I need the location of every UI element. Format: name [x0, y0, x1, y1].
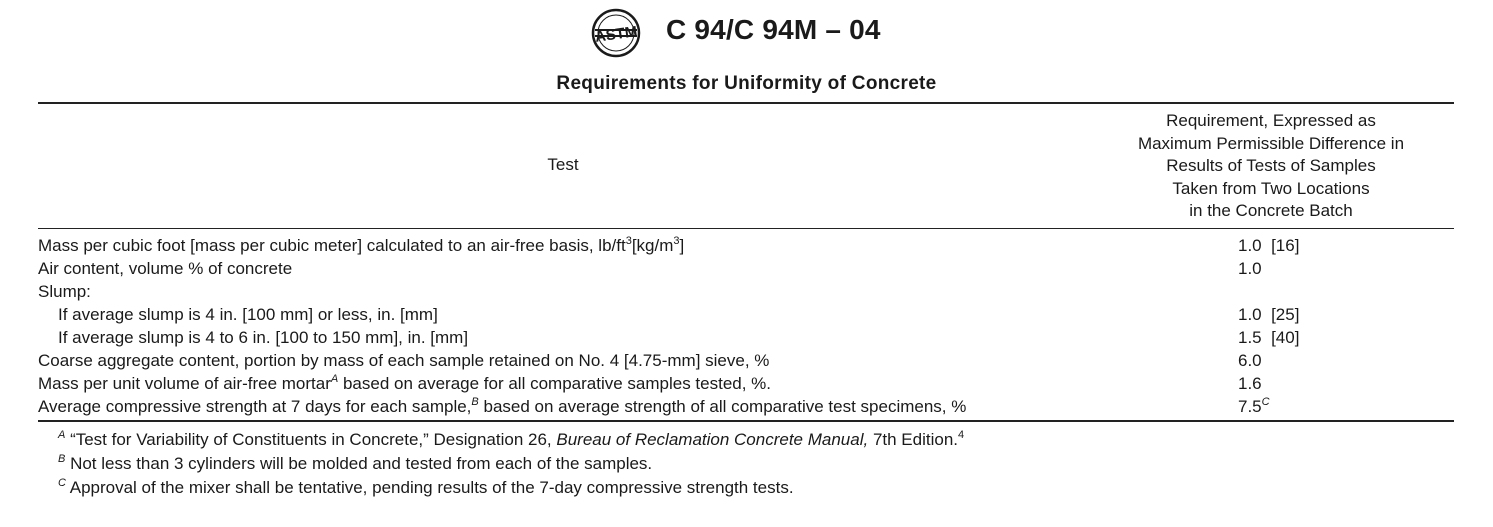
- table-row: [38, 349, 1454, 372]
- footnote-mark: A: [58, 429, 66, 441]
- reference-mark: 4: [958, 429, 965, 441]
- row-value-cell: 1.0: [1238, 259, 1262, 278]
- footnote-text: Approval of the mixer shall be tentative, pending results of the 7-day compressive strength tests.: [65, 478, 794, 497]
- footnote: [58, 476, 794, 499]
- standard-designation: C 94/C 94M – 04: [666, 14, 881, 45]
- row-value-cell: 1.0 [25]: [1238, 305, 1300, 324]
- footnote-ref: B: [471, 396, 479, 408]
- header-bottom-rule: [38, 228, 1454, 229]
- footnote-text: 7th Edition.: [868, 430, 958, 449]
- superscript: 3: [625, 235, 632, 247]
- row-text: Mass per unit volume of air-free mortar: [38, 374, 331, 393]
- row-text: based on average strength of all comparative test specimens, %: [478, 397, 967, 416]
- row-value-cell: 1.5 [40]: [1238, 328, 1300, 347]
- row-test-cell: [38, 234, 684, 257]
- table-row: [38, 372, 1454, 395]
- table-row: [38, 234, 1454, 257]
- table-row: [38, 280, 1454, 303]
- column-header-requirement: [1088, 110, 1454, 223]
- row-test-cell: Air content, volume % of concrete: [38, 259, 293, 278]
- footnote: [58, 452, 652, 475]
- astm-logo-icon: [591, 8, 641, 58]
- requirement-header-line: in the Concrete Batch: [1189, 201, 1353, 221]
- row-text: based on average for all comparative samples tested, %.: [338, 374, 772, 393]
- footnote-text: “Test for Variability of Constituents in Concrete,” Designation 26,: [65, 430, 557, 449]
- footnote-ref: C: [1261, 396, 1270, 408]
- row-value-cell: 1.6: [1238, 374, 1262, 393]
- footnote: [58, 428, 964, 451]
- requirement-header-line: Taken from Two Locations: [1172, 178, 1370, 198]
- table-top-rule: [38, 102, 1454, 104]
- superscript: 3: [673, 235, 680, 247]
- requirement-header-line: Results of Tests of Samples: [1166, 156, 1376, 176]
- column-header-test: Test: [547, 155, 579, 174]
- requirement-header-line: Maximum Permissible Difference in: [1137, 133, 1405, 153]
- row-value-cell: [1238, 395, 1270, 418]
- row-test-cell: If average slump is 4 to 6 in. [100 to 150 mm], in. [mm]: [58, 328, 469, 347]
- row-test-cell: [38, 372, 771, 395]
- requirement-header-line: Requirement, Expressed as: [1166, 111, 1376, 130]
- footnote-ref: A: [330, 373, 339, 385]
- table-bottom-rule: [38, 420, 1454, 422]
- row-test-cell: Slump:: [38, 282, 91, 301]
- footnote-mark: B: [58, 453, 66, 465]
- row-text: ]: [679, 236, 685, 255]
- row-value-cell: 1.0 [16]: [1238, 236, 1300, 255]
- row-value: 7.5: [1238, 397, 1262, 416]
- table-row: [38, 303, 1454, 326]
- astm-logo-text: ASTM: [593, 23, 639, 46]
- row-test-cell: If average slump is 4 in. [100 mm] or less, in. [mm]: [58, 305, 438, 324]
- row-test-cell: Coarse aggregate content, portion by mass of each sample retained on No. 4 [4.75-mm] sieve, %: [38, 351, 770, 370]
- document-header: [0, 4, 1493, 58]
- table-row: [38, 257, 1454, 280]
- row-value-cell: 6.0: [1238, 351, 1262, 370]
- row-text: Average compressive strength at 7 days for each sample,: [38, 397, 472, 416]
- footnote-italic-text: Bureau of Reclamation Concrete Manual,: [556, 430, 869, 449]
- row-text: [kg/m: [631, 236, 674, 255]
- row-text: Mass per cubic foot [mass per cubic meter] calculated to an air-free basis, lb/ft: [38, 236, 626, 255]
- footnote-text: Not less than 3 cylinders will be molded and tested from each of the samples.: [65, 454, 653, 473]
- footnote-mark: C: [58, 477, 66, 489]
- table-title: Requirements for Uniformity of Concrete: [556, 73, 937, 94]
- table-row: [38, 395, 1454, 418]
- table-row: [38, 326, 1454, 349]
- row-test-cell: [38, 395, 966, 418]
